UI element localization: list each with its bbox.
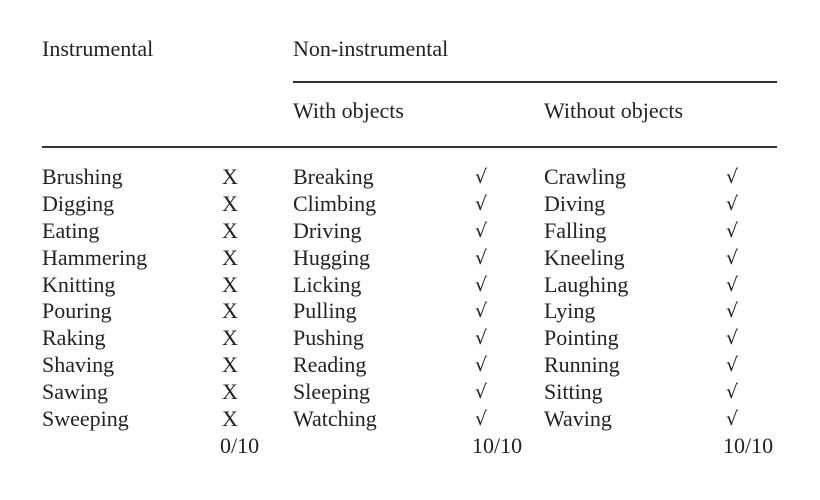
header-subrule	[293, 81, 777, 83]
action-label: Digging	[42, 190, 115, 216]
cross-mark-icon: X	[222, 217, 238, 243]
action-label: Kneeling	[544, 244, 625, 270]
action-label: Climbing	[293, 190, 377, 216]
action-label: Driving	[293, 217, 362, 243]
action-label: Running	[544, 352, 620, 378]
checkmark-icon: √	[725, 381, 739, 404]
checkmark-icon: √	[474, 300, 488, 323]
cross-mark-icon: X	[222, 325, 238, 351]
cross-mark-icon: X	[222, 298, 238, 324]
cross-mark-icon: X	[222, 244, 238, 270]
action-label: Hammering	[42, 244, 148, 270]
header-instrumental: Instrumental	[42, 36, 154, 61]
action-label: Raking	[42, 325, 106, 351]
checkmark-icon: √	[725, 300, 739, 323]
instrumental-actions-list	[42, 164, 202, 433]
action-label: Pointing	[544, 325, 619, 351]
action-label: Shaving	[42, 352, 115, 378]
action-label: Sleeping	[293, 379, 370, 405]
checkmark-icon: √	[474, 273, 488, 296]
without-objects-actions-list	[544, 164, 704, 433]
action-label: Sawing	[42, 379, 108, 405]
action-label: Watching	[293, 406, 377, 432]
checkmark-icon: √	[474, 327, 488, 350]
checkmark-icon: √	[725, 408, 739, 431]
action-label: Diving	[544, 190, 606, 216]
checkmark-icon: √	[725, 354, 739, 377]
with-objects-marks-list	[465, 164, 497, 433]
cross-mark-icon: X	[222, 406, 238, 432]
checkmark-icon: √	[725, 192, 739, 215]
action-label: Crawling	[544, 164, 626, 189]
checkmark-icon: √	[474, 354, 488, 377]
cross-mark-icon: X	[222, 352, 238, 378]
action-label: Sitting	[544, 379, 603, 405]
action-label: Pushing	[293, 325, 364, 351]
checkmark-icon: √	[474, 381, 488, 404]
action-label: Laughing	[544, 271, 629, 297]
checkmark-icon: √	[725, 219, 739, 242]
action-label: Brushing	[42, 164, 123, 189]
action-label: Reading	[293, 352, 367, 378]
checkmark-icon: √	[474, 246, 488, 269]
header-non-instrumental: Non-instrumental	[293, 36, 449, 61]
checkmark-icon: √	[725, 273, 739, 296]
cross-mark-icon: X	[222, 271, 238, 297]
checkmark-icon: √	[474, 219, 488, 242]
action-label: Knitting	[42, 271, 116, 297]
header-main-rule	[42, 146, 777, 148]
action-label: Waving	[544, 406, 612, 432]
header-without-objects: Without objects	[544, 98, 684, 123]
cross-mark-icon: X	[222, 379, 238, 405]
action-label: Licking	[293, 271, 362, 297]
checkmark-icon: √	[474, 166, 488, 188]
action-label: Eating	[42, 217, 100, 243]
action-label: Pouring	[42, 298, 112, 324]
instrumental-marks-list	[214, 164, 246, 433]
without-objects-total: 10/10	[723, 433, 774, 458]
checkmark-icon: √	[725, 327, 739, 350]
action-label: Pulling	[293, 298, 357, 324]
action-label: Falling	[544, 217, 607, 243]
checkmark-icon: √	[725, 166, 739, 188]
with-objects-total: 10/10	[472, 433, 523, 458]
action-label: Hugging	[293, 244, 370, 270]
checkmark-icon: √	[474, 408, 488, 431]
instrumental-total: 0/10	[220, 433, 260, 458]
action-label: Breaking	[293, 164, 374, 189]
cross-mark-icon: X	[222, 190, 238, 216]
cross-mark-icon: X	[222, 164, 238, 189]
checkmark-icon: √	[474, 192, 488, 215]
action-label: Sweeping	[42, 406, 129, 432]
action-label: Lying	[544, 298, 596, 324]
header-with-objects: With objects	[293, 98, 404, 123]
checkmark-icon: √	[725, 246, 739, 269]
with-objects-actions-list	[293, 164, 453, 433]
without-objects-marks-list	[716, 164, 748, 433]
